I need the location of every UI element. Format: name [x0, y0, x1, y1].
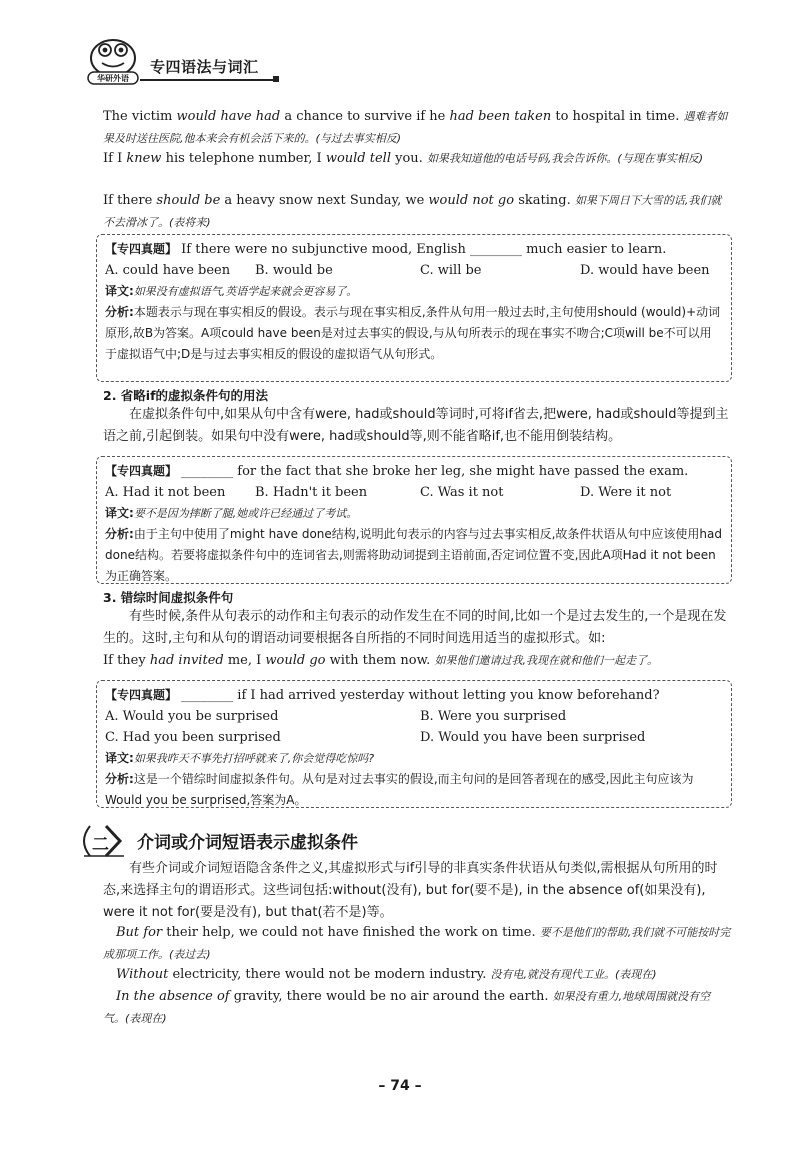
option-b: B. would be — [255, 263, 333, 278]
logo-text: 华研外语 — [97, 74, 129, 83]
question-text: ________ for the fact that she broke her leg, she might have passed the exam. — [181, 464, 689, 479]
analysis: 分析:本题表示与现在事实相反的假设。表示与现在事实相反,条件从句用一般过去时,主句使用should (would)+动词原形,故B为答案。A项could have been是对过去事实的假设,与从句所表示的现在事实不吻合;C项will be不可以用于虚拟语气中;D是与过去事实相反的假设的虚拟语气从句形式。 — [105, 305, 721, 361]
section-3-example: If they had invited me, I would go with them now. 如果他们邀请过我,我现在就和他们一起走了。 — [103, 653, 658, 668]
translation: 译文:要不是因为摔断了腿,她或许已经通过了考试。 — [105, 506, 358, 520]
translation: 译文:如果我昨天不事先打招呼就来了,你会觉得吃惊吗? — [105, 751, 375, 765]
part-2-title: 介词或介词短语表示虚拟条件 — [137, 833, 358, 853]
section-2-heading: 2. 省略if的虚拟条件句的用法 — [103, 388, 269, 403]
intro-example-2: If I knew his telephone number, I would tell you. 如果我知道他的电话号码,我会告诉你。(与现在事实相反) — [103, 151, 704, 166]
option-d: D. would have been — [580, 263, 710, 278]
part-2-example-2: Without electricity, there would not be modern industry. 没有电,就没有现代工业。(表现在) — [116, 967, 657, 982]
intro-example-3: If there should be a heavy snow next Sunday, we would not go skating. 如果下周日下大雪的话,我们就不去滑冰了。(表将来) — [103, 193, 722, 229]
options-row — [105, 482, 723, 503]
question-text: ________ if I had arrived yesterday without letting you know beforehand? — [181, 688, 660, 703]
options-row — [105, 706, 723, 727]
section-3-text: 有些时候,条件从句表示的动作和主句表示的动作发生在不同的时间,比如一个是过去发生的,一个是现在发生的。这时,主句和从句的谓语动词要根据各自所指的不同时间选用适当的虚拟形式。如: — [103, 609, 727, 646]
option-b: B. Were you surprised — [420, 709, 567, 724]
exam-question-box-2 — [96, 456, 732, 584]
exam-question-box-3 — [96, 680, 732, 808]
part-2-example-3: In the absence of gravity, there would be no air around the earth. 如果没有重力,地球周围就没有空气。(表现在) — [103, 989, 711, 1025]
header-rule-dot — [273, 76, 279, 82]
option-c: C. Was it not — [420, 485, 504, 500]
option-a: A. Would you be surprised — [105, 709, 279, 724]
analysis: 分析:这是一个错综时间虚拟条件句。从句是对过去事实的假设,而主句问的是回答者现在的感受,因此主句应该为Would you be surprised,答案为A。 — [105, 772, 694, 807]
exam-tag: 【专四真题】 — [105, 688, 178, 702]
part-2-example-1: But for their help, we could not have finished the work on time. 要不是他们的帮助,我们就不可能按时完成那项工作。(表过去) — [103, 925, 731, 961]
option-c: C. will be — [420, 263, 482, 278]
option-a: A. could have been — [105, 263, 231, 278]
option-d: D. Were it not — [580, 485, 672, 500]
exam-tag: 【专四真题】 — [105, 242, 178, 256]
question-text: If there were no subjunctive mood, English ________ much easier to learn. — [181, 242, 667, 257]
page-number: – 74 – — [378, 1078, 422, 1094]
option-b: B. Hadn't it been — [255, 485, 368, 500]
options-row — [105, 727, 723, 748]
intro-example-1: The victim would have had a chance to survive if he had been taken to hospital in time. 遇难者如果及时送往医院,他本来会有机会活下来的。(与过去事实相反) — [103, 109, 728, 145]
option-c: C. Had you been surprised — [105, 730, 281, 745]
options-row — [105, 260, 723, 281]
option-d: D. Would you have been surprised — [420, 730, 646, 745]
question-line — [105, 461, 723, 482]
section-number: 二 — [92, 835, 109, 855]
translation: 译文:如果没有虚拟语气,英语学起来就会更容易了。 — [105, 284, 358, 298]
header-title: 专四语法与词汇 — [150, 58, 259, 76]
option-a: A. Had it not been — [105, 485, 226, 500]
part-2-text: 有些介词或介词短语隐含条件之义,其虚拟形式与if引导的非真实条件状语从句类似,需根据从句所用的时态,来选择主句的谓语形式。这些词包括:without(没有), but for(要不是), in the absence of(如果没有), were it not for(要是没有), but that(若不是)等。 — [103, 861, 718, 920]
section-3-heading: 3. 错综时间虚拟条件句 — [103, 590, 234, 605]
section-2-text: 在虚拟条件句中,如果从句中含有were, had或should等词时,可将if省去,把were, had或should等提到主语之前,引起倒装。如果句中没有were, had或should等,则不能省略if,也不能用倒装结构。 — [103, 407, 729, 444]
question-line — [105, 239, 723, 260]
header-rule — [140, 79, 275, 81]
question-line — [105, 685, 723, 706]
exam-question-box-1 — [96, 234, 732, 382]
analysis: 分析:由于主句中使用了might have done结构,说明此句表示的内容与过去事实相反,故条件状语从句中应该使用had done结构。若要将虚拟条件句中的连词省去,则需将助动词提到主语前面,否定词位置不变,因此A项Had it not been为正确答案。 — [105, 527, 722, 583]
exam-tag: 【专四真题】 — [105, 464, 178, 478]
